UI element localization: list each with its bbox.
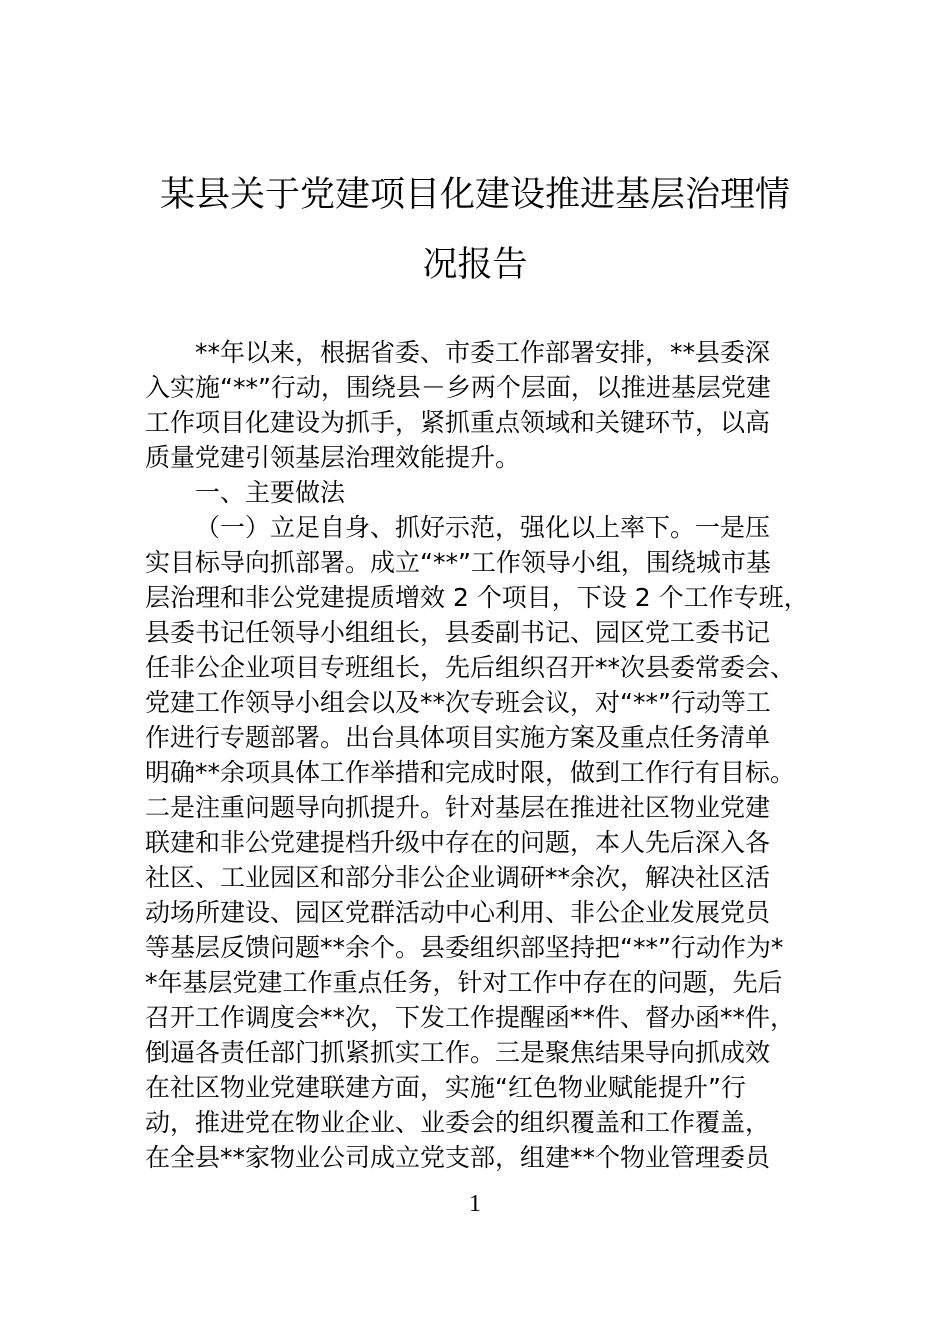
body-line: 二是注重问题导向抓提升。针对基层在推进社区物业党建	[145, 793, 771, 822]
body-line: 实目标导向抓部署。成立“**”工作领导小组，围绕城市基	[145, 548, 771, 577]
page-number: 1	[469, 1191, 481, 1217]
document-title-line-1: 某县关于党建项目化建设推进基层治理情	[159, 175, 790, 215]
body-line: 动，推进党在物业企业、业委会的组织覆盖和工作覆盖，	[145, 1108, 771, 1137]
body-line: 倒逼各责任部门抓紧抓实工作。三是聚焦结果导向抓成效	[145, 1038, 771, 1067]
body-line: 在全县**家物业公司成立党支部，组建**个物业管理委员	[145, 1143, 771, 1172]
body-line: 在社区物业党建联建方面，实施“红色物业赋能提升”行	[145, 1073, 746, 1102]
body-line: 工作项目化建设为抓手，紧抓重点领域和关键环节，以高	[145, 408, 771, 437]
body-line: 任非公企业项目专班组长，先后组织召开**次县委常委会、	[145, 653, 796, 682]
body-line: 明确**余项具体工作举措和完成时限，做到工作行有目标。	[145, 758, 796, 787]
body-line: 作进行专题部署。出台具体项目实施方案及重点任务清单	[145, 723, 771, 752]
body-line: 党建工作领导小组会以及**次专班会议，对“**”行动等工	[145, 688, 771, 717]
body-line: 等基层反馈问题**余个。县委组织部坚持把“**”行动作为*	[145, 933, 784, 962]
body-line: **年以来，根据省委、市委工作部署安排，**县委深	[195, 338, 771, 367]
document-title-line-2: 况报告	[422, 245, 528, 285]
body-line: 层治理和非公党建提质增效 2 个项目，下设 2 个工作专班，	[145, 583, 809, 612]
body-line: 召开工作调度会**次，下发工作提醒函**件、督办函**件，	[145, 1003, 796, 1032]
body-line: 联建和非公党建提档升级中存在的问题，本人先后深入各	[145, 828, 771, 857]
section-heading: 一、主要做法	[195, 478, 346, 507]
body-line: 入实施“**”行动，围绕县－乡两个层面，以推进基层党建	[145, 373, 771, 402]
body-line: *年基层党建工作重点任务，针对工作中存在的问题，先后	[145, 968, 783, 997]
body-line: （一）立足自身、抓好示范，强化以上率下。一是压	[195, 513, 771, 542]
body-line: 县委书记任领导小组组长，县委副书记、园区党工委书记	[145, 618, 771, 647]
document-body	[145, 335, 825, 1175]
body-line: 质量党建引领基层治理效能提升。	[145, 443, 521, 472]
body-line: 社区、工业园区和部分非公企业调研**余次，解决社区活	[145, 863, 771, 892]
body-line: 动场所建设、园区党群活动中心利用、非公企业发展党员	[145, 898, 771, 927]
